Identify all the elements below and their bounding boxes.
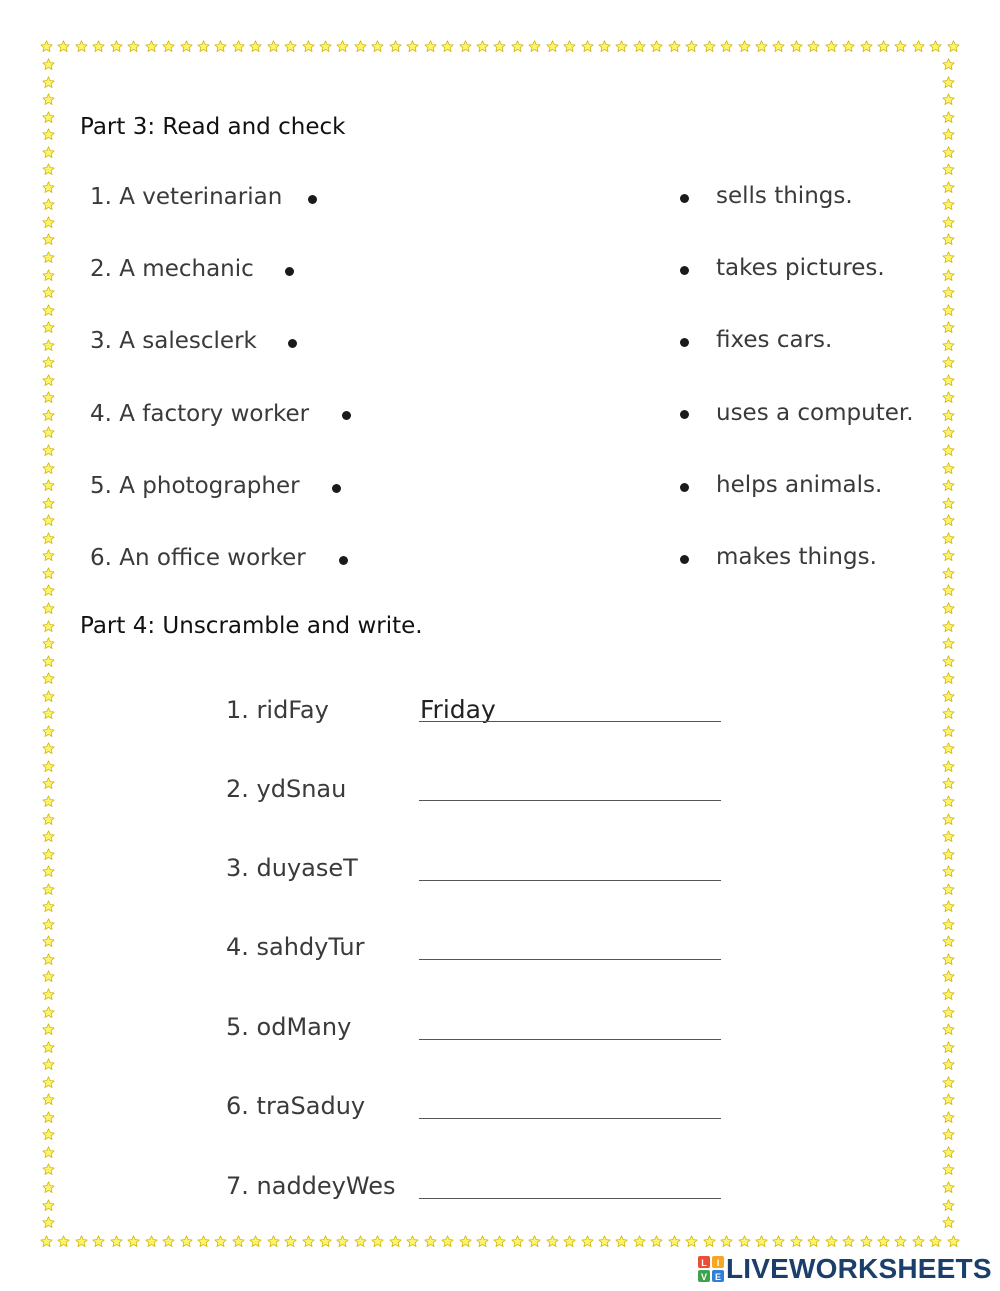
star-icon	[942, 742, 955, 755]
star-icon	[842, 40, 855, 53]
star-icon	[42, 251, 55, 264]
star-icon	[127, 40, 140, 53]
star-icon	[772, 40, 785, 53]
star-icon	[668, 40, 681, 53]
star-border-left	[42, 58, 55, 1230]
star-icon	[633, 40, 646, 53]
star-icon	[942, 918, 955, 931]
star-icon	[755, 40, 768, 53]
star-icon	[942, 549, 955, 562]
star-icon	[40, 40, 53, 53]
star-icon	[42, 356, 55, 369]
star-icon	[528, 40, 541, 53]
match-right-6: makes things.	[716, 544, 877, 570]
star-icon	[942, 1199, 955, 1212]
star-icon	[42, 111, 55, 124]
star-icon	[546, 1235, 559, 1248]
star-icon	[942, 93, 955, 106]
liveworksheets-logo-icon	[698, 1256, 724, 1282]
star-icon	[942, 181, 955, 194]
star-icon	[563, 40, 576, 53]
star-icon	[528, 1235, 541, 1248]
star-icon	[942, 374, 955, 387]
star-icon	[755, 1235, 768, 1248]
star-icon	[942, 1128, 955, 1141]
star-icon	[650, 1235, 663, 1248]
star-icon	[42, 707, 55, 720]
star-icon	[42, 830, 55, 843]
star-icon	[942, 760, 955, 773]
star-icon	[249, 1235, 262, 1248]
liveworksheets-brand	[698, 1254, 992, 1284]
star-icon	[42, 690, 55, 703]
star-icon	[942, 128, 955, 141]
match-dot-right-5[interactable]	[680, 483, 689, 492]
star-icon	[942, 233, 955, 246]
star-icon	[42, 181, 55, 194]
match-dot-left-1[interactable]	[308, 195, 317, 204]
star-icon	[942, 286, 955, 299]
star-icon	[842, 1235, 855, 1248]
star-icon	[942, 391, 955, 404]
star-icon	[42, 602, 55, 615]
star-icon	[57, 1235, 70, 1248]
star-icon	[42, 637, 55, 650]
star-icon	[825, 40, 838, 53]
star-icon	[42, 777, 55, 790]
star-icon	[685, 40, 698, 53]
star-icon	[942, 637, 955, 650]
answer-input-5[interactable]	[420, 1010, 720, 1040]
star-icon	[942, 1111, 955, 1124]
match-dot-left-3[interactable]	[288, 339, 297, 348]
star-icon	[942, 1163, 955, 1176]
star-icon	[232, 40, 245, 53]
star-icon	[162, 40, 175, 53]
star-icon	[267, 1235, 280, 1248]
star-icon	[942, 1216, 955, 1229]
star-icon	[42, 216, 55, 229]
star-icon	[942, 216, 955, 229]
star-icon	[75, 40, 88, 53]
star-icon	[807, 1235, 820, 1248]
match-left-4: 4. A factory worker	[90, 401, 310, 427]
part3-heading: Part 3: Read and check	[80, 114, 346, 140]
answer-line-2	[419, 800, 721, 801]
star-icon	[942, 707, 955, 720]
logo-letter-1: L	[701, 1258, 707, 1268]
star-icon	[42, 286, 55, 299]
answer-input-4[interactable]	[420, 930, 720, 960]
star-icon	[942, 567, 955, 580]
match-right-5: helps animals.	[716, 472, 883, 498]
star-icon	[703, 40, 716, 53]
star-icon	[942, 269, 955, 282]
star-icon	[615, 1235, 628, 1248]
star-icon	[772, 1235, 785, 1248]
star-icon	[197, 1235, 210, 1248]
match-left-2: 2. A mechanic	[90, 256, 254, 282]
star-icon	[354, 1235, 367, 1248]
star-icon	[807, 40, 820, 53]
star-icon	[42, 76, 55, 89]
star-border-right	[942, 58, 955, 1230]
star-icon	[424, 1235, 437, 1248]
star-icon	[42, 233, 55, 246]
star-icon	[942, 339, 955, 352]
star-icon	[720, 40, 733, 53]
star-icon	[790, 1235, 803, 1248]
star-icon	[284, 40, 297, 53]
star-icon	[441, 40, 454, 53]
star-icon	[493, 1235, 506, 1248]
star-icon	[441, 1235, 454, 1248]
star-icon	[929, 40, 942, 53]
star-icon	[424, 40, 437, 53]
star-icon	[942, 444, 955, 457]
star-icon	[371, 1235, 384, 1248]
answer-input-7[interactable]	[420, 1168, 720, 1198]
star-icon	[942, 953, 955, 966]
star-icon	[942, 111, 955, 124]
star-icon	[406, 1235, 419, 1248]
star-icon	[75, 1235, 88, 1248]
star-icon	[942, 900, 955, 913]
star-icon	[180, 40, 193, 53]
star-icon	[42, 672, 55, 685]
star-icon	[42, 1128, 55, 1141]
star-icon	[546, 40, 559, 53]
star-icon	[668, 1235, 681, 1248]
star-icon	[42, 1163, 55, 1176]
star-icon	[42, 848, 55, 861]
star-icon	[336, 40, 349, 53]
star-icon	[942, 620, 955, 633]
star-icon	[912, 1235, 925, 1248]
star-icon	[92, 1235, 105, 1248]
star-icon	[581, 1235, 594, 1248]
star-icon	[685, 1235, 698, 1248]
star-icon	[42, 426, 55, 439]
star-icon	[42, 198, 55, 211]
answer-input-3[interactable]	[420, 851, 720, 881]
scramble-word-7: 7. naddeyWes	[226, 1172, 396, 1200]
star-icon	[598, 40, 611, 53]
star-icon	[42, 988, 55, 1001]
star-icon	[942, 426, 955, 439]
logo-letter-3: V	[700, 1272, 708, 1282]
star-icon	[942, 725, 955, 738]
star-icon	[942, 163, 955, 176]
star-icon	[371, 40, 384, 53]
scramble-word-3: 3. duyaseT	[226, 854, 358, 882]
star-icon	[42, 409, 55, 422]
star-icon	[615, 40, 628, 53]
star-icon	[790, 40, 803, 53]
star-icon	[389, 1235, 402, 1248]
star-icon	[110, 1235, 123, 1248]
star-icon	[459, 1235, 472, 1248]
match-dot-left-5[interactable]	[332, 484, 341, 493]
star-icon	[42, 321, 55, 334]
star-icon	[942, 1076, 955, 1089]
star-icon	[42, 795, 55, 808]
star-icon	[42, 900, 55, 913]
star-icon	[42, 339, 55, 352]
star-icon	[860, 1235, 873, 1248]
star-icon	[493, 40, 506, 53]
star-icon	[942, 1041, 955, 1054]
star-icon	[214, 40, 227, 53]
star-icon	[877, 40, 890, 53]
star-icon	[42, 374, 55, 387]
star-icon	[942, 409, 955, 422]
answer-line-5	[419, 1039, 721, 1040]
star-icon	[42, 567, 55, 580]
star-icon	[42, 620, 55, 633]
star-icon	[942, 988, 955, 1001]
star-icon	[42, 813, 55, 826]
scramble-word-1: 1. ridFay	[226, 696, 329, 724]
answer-input-1[interactable]: Friday	[420, 695, 496, 724]
star-icon	[42, 462, 55, 475]
star-icon	[942, 76, 955, 89]
star-icon	[42, 1023, 55, 1036]
star-icon	[942, 848, 955, 861]
star-icon	[476, 1235, 489, 1248]
star-icon	[860, 40, 873, 53]
star-icon	[127, 1235, 140, 1248]
star-icon	[232, 1235, 245, 1248]
star-icon	[942, 497, 955, 510]
star-icon	[598, 1235, 611, 1248]
brand-name: LIVEWORKSHEETS	[726, 1253, 992, 1284]
star-icon	[947, 1235, 960, 1248]
star-border-bottom	[40, 1235, 960, 1248]
star-icon	[942, 1006, 955, 1019]
star-icon	[942, 514, 955, 527]
star-icon	[947, 40, 960, 53]
star-icon	[42, 725, 55, 738]
star-icon	[942, 690, 955, 703]
star-icon	[511, 1235, 524, 1248]
star-icon	[942, 795, 955, 808]
match-dot-right-1[interactable]	[680, 194, 689, 203]
scramble-word-5: 5. odMany	[226, 1013, 352, 1041]
star-icon	[145, 40, 158, 53]
star-icon	[42, 953, 55, 966]
star-icon	[942, 883, 955, 896]
scramble-word-4: 4. sahdyTur	[226, 933, 365, 961]
match-dot-right-4[interactable]	[680, 410, 689, 419]
star-icon	[912, 40, 925, 53]
match-dot-left-4[interactable]	[342, 411, 351, 420]
star-icon	[942, 602, 955, 615]
star-icon	[738, 1235, 751, 1248]
match-dot-right-3[interactable]	[680, 338, 689, 347]
star-icon	[942, 1146, 955, 1159]
star-icon	[894, 1235, 907, 1248]
match-left-5: 5. A photographer	[90, 473, 300, 499]
star-icon	[214, 1235, 227, 1248]
answer-line-7	[419, 1198, 721, 1199]
star-icon	[942, 58, 955, 71]
star-icon	[110, 40, 123, 53]
star-icon	[942, 813, 955, 826]
star-icon	[197, 40, 210, 53]
answer-line-4	[419, 959, 721, 960]
star-icon	[738, 40, 751, 53]
star-icon	[942, 1058, 955, 1071]
scramble-word-6: 6. traSaduy	[226, 1092, 366, 1120]
star-icon	[42, 128, 55, 141]
star-icon	[942, 777, 955, 790]
star-icon	[92, 40, 105, 53]
star-icon	[42, 304, 55, 317]
star-icon	[42, 1199, 55, 1212]
star-icon	[942, 1181, 955, 1194]
star-icon	[389, 40, 402, 53]
star-icon	[42, 1146, 55, 1159]
match-left-6: 6. An office worker	[90, 545, 306, 571]
star-icon	[57, 40, 70, 53]
star-icon	[42, 146, 55, 159]
star-icon	[42, 1093, 55, 1106]
star-icon	[302, 40, 315, 53]
star-icon	[942, 532, 955, 545]
star-icon	[145, 1235, 158, 1248]
star-icon	[42, 1181, 55, 1194]
star-icon	[42, 1006, 55, 1019]
star-icon	[162, 1235, 175, 1248]
star-icon	[942, 462, 955, 475]
star-icon	[42, 163, 55, 176]
star-icon	[406, 40, 419, 53]
star-icon	[42, 514, 55, 527]
star-icon	[42, 1216, 55, 1229]
star-icon	[42, 655, 55, 668]
star-icon	[42, 742, 55, 755]
star-icon	[42, 269, 55, 282]
star-icon	[720, 1235, 733, 1248]
star-icon	[942, 198, 955, 211]
match-right-1: sells things.	[716, 183, 853, 209]
star-icon	[942, 146, 955, 159]
star-icon	[319, 40, 332, 53]
star-icon	[42, 1041, 55, 1054]
star-icon	[42, 1111, 55, 1124]
star-icon	[42, 497, 55, 510]
star-icon	[42, 391, 55, 404]
star-icon	[942, 321, 955, 334]
match-right-2: takes pictures.	[716, 255, 885, 281]
match-dot-left-6[interactable]	[339, 556, 348, 565]
star-border-top	[40, 40, 960, 53]
match-left-3: 3. A salesclerk	[90, 328, 257, 354]
answer-input-2[interactable]	[420, 772, 720, 802]
star-icon	[42, 549, 55, 562]
star-icon	[42, 970, 55, 983]
answer-input-6[interactable]	[420, 1089, 720, 1119]
star-icon	[942, 356, 955, 369]
match-right-3: fixes cars.	[716, 327, 833, 353]
star-icon	[942, 251, 955, 264]
match-left-1: 1. A veterinarian	[90, 184, 283, 210]
star-icon	[42, 935, 55, 948]
star-icon	[942, 1093, 955, 1106]
answer-line-3	[419, 880, 721, 881]
scramble-word-2: 2. ydSnau	[226, 775, 347, 803]
star-icon	[942, 672, 955, 685]
star-icon	[42, 883, 55, 896]
star-icon	[511, 40, 524, 53]
answer-line-6	[419, 1118, 721, 1119]
star-icon	[42, 444, 55, 457]
star-icon	[563, 1235, 576, 1248]
star-icon	[42, 58, 55, 71]
star-icon	[249, 40, 262, 53]
star-icon	[942, 304, 955, 317]
star-icon	[319, 1235, 332, 1248]
star-icon	[633, 1235, 646, 1248]
star-icon	[703, 1235, 716, 1248]
star-icon	[476, 40, 489, 53]
answer-line-1	[419, 721, 721, 722]
star-icon	[929, 1235, 942, 1248]
star-icon	[459, 40, 472, 53]
star-icon	[42, 865, 55, 878]
star-icon	[40, 1235, 53, 1248]
star-icon	[877, 1235, 890, 1248]
star-icon	[825, 1235, 838, 1248]
star-icon	[267, 40, 280, 53]
star-icon	[42, 918, 55, 931]
match-dot-right-6[interactable]	[680, 555, 689, 564]
star-icon	[942, 830, 955, 843]
star-icon	[581, 40, 594, 53]
star-icon	[354, 40, 367, 53]
star-icon	[942, 865, 955, 878]
star-icon	[42, 1058, 55, 1071]
star-icon	[942, 655, 955, 668]
match-dot-left-2[interactable]	[285, 267, 294, 276]
star-icon	[942, 584, 955, 597]
star-icon	[942, 935, 955, 948]
logo-letter-4: E	[714, 1272, 722, 1282]
star-icon	[42, 584, 55, 597]
star-icon	[42, 760, 55, 773]
star-icon	[894, 40, 907, 53]
star-icon	[284, 1235, 297, 1248]
star-icon	[42, 479, 55, 492]
logo-letter-2: I	[716, 1258, 720, 1268]
star-icon	[650, 40, 663, 53]
match-right-4: uses a computer.	[716, 400, 914, 426]
star-icon	[942, 970, 955, 983]
match-dot-right-2[interactable]	[680, 266, 689, 275]
star-icon	[42, 532, 55, 545]
star-icon	[942, 479, 955, 492]
star-icon	[302, 1235, 315, 1248]
star-icon	[942, 1023, 955, 1036]
star-icon	[336, 1235, 349, 1248]
star-icon	[180, 1235, 193, 1248]
part4-heading: Part 4: Unscramble and write.	[80, 613, 423, 639]
star-icon	[42, 93, 55, 106]
star-icon	[42, 1076, 55, 1089]
